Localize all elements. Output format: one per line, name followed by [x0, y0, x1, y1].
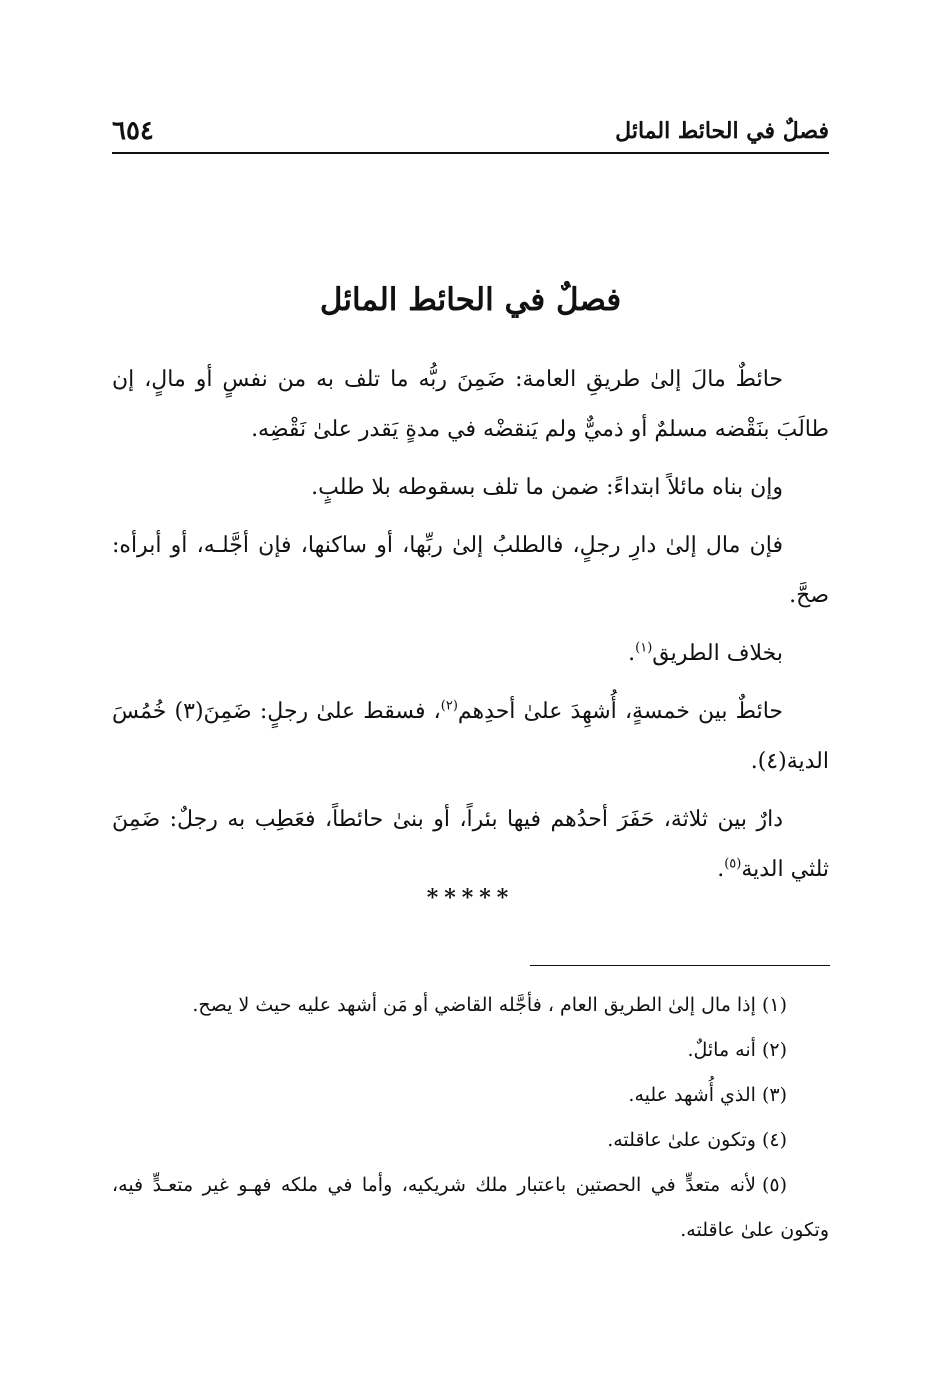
paragraph-text: وإن بناه مائلاً ابتداءً: ضمن ما تلف بسقوطه بلا طلبٍ. [311, 475, 783, 500]
paragraph-tail: . [628, 641, 636, 666]
page-number: ٦٥٤ [112, 116, 154, 146]
paragraph [112, 687, 829, 787]
footnote-text: وتكون علىٰ عاقلته. [607, 1129, 756, 1151]
paragraph-text: حائطٌ بين خمسةٍ، أُشهِدَ علىٰ أحدِهم [457, 699, 783, 724]
footnote-reference: (٥) [724, 856, 742, 872]
running-title: فصلٌ في الحائط المائل [615, 118, 829, 144]
footnote [112, 1073, 829, 1118]
footnote-text: إذا مال إلىٰ الطريق العام ، فأجَّله القاضي أو مَن أشهد عليه حيث لا يصح. [192, 994, 756, 1016]
footnote-reference: (١) [635, 640, 653, 656]
chapter-title: فصلٌ في الحائط المائل [319, 282, 622, 318]
paragraph [112, 355, 829, 455]
footnote-reference: (٢) [440, 698, 458, 714]
paragraph-tail: . [717, 857, 725, 882]
footnote-text: الذي أُشهد عليه. [628, 1084, 756, 1106]
paragraph [112, 629, 829, 679]
paragraph-text: حائطٌ مالَ إلىٰ طريقِ العامة: ضَمِنَ ربُّه ما تلف به من نفسٍ أو مالٍ، إن طالَبَ بنَقْضه مسلمٌ أو ذميٌّ ولم يَنقضْه في مدةٍ يَقدر علىٰ نَقْضِه. [112, 367, 829, 442]
footnote [112, 1028, 829, 1073]
footnote-marker: (٢) [761, 1039, 787, 1061]
footnote [112, 983, 829, 1028]
paragraph [112, 795, 829, 895]
footnotes [112, 983, 829, 1253]
paragraph [112, 521, 829, 621]
paragraph-text: بخلاف الطريق [652, 641, 783, 666]
footnote-marker: (٣) [761, 1084, 787, 1106]
main-text [112, 355, 829, 903]
paragraph [112, 463, 829, 513]
footnote [112, 1118, 829, 1163]
section-separator: ***** [426, 885, 515, 911]
paragraph-text: دارٌ بين ثلاثة، حَفَرَ أحدُهم فيها بئراً، أو بنىٰ حائطاً، فعَطِب به رجلٌ: ضَمِنَ ثلثي الدية [112, 807, 829, 882]
footnote-text: أنه مائلٌ. [687, 1039, 756, 1061]
footnote-marker: (٥) [761, 1174, 787, 1196]
footnote-marker: (١) [761, 994, 787, 1016]
page-header [112, 110, 829, 154]
paragraph-text: فإن مال إلىٰ دارِ رجلٍ، فالطلبُ إلىٰ ربِّها، أو ساكنها، فإن أجَّلـه، أو أبرأه: صحَّ. [112, 533, 829, 608]
footnote [112, 1163, 829, 1253]
paragraph-tail: ، فسقط علىٰ رجلٍ: ضَمِنَ(٣) خُمُسَ الدية(٤). [112, 699, 829, 774]
footnote-marker: (٤) [761, 1129, 787, 1151]
footnote-text: لأنه متعدٍّ في الحصتين باعتبار ملك شريكيه، وأما في ملكه فهـو غير متعـدٍّ فيه، وتكون علىٰ عاقلته. [112, 1174, 829, 1241]
footnote-divider [530, 965, 830, 966]
